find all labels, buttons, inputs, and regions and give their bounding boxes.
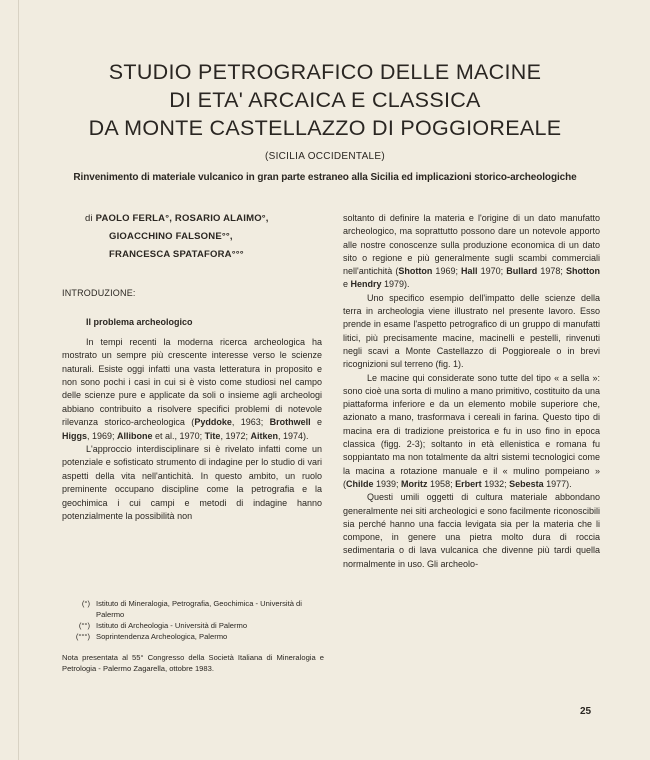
article-subtitle: Rinvenimento di materiale vulcanico in gran parte estraneo alla Sicilia ed implicazioni storico-archeologiche (73, 172, 577, 183)
citation-author: Hall (461, 266, 478, 277)
region-label: (SICILIA OCCIDENTALE) (264, 151, 386, 162)
title-line: STUDIO PETROGRAFICO DELLE MACINE (108, 60, 542, 84)
body-paragraph: Le macine qui considerate sono tutte del tipo « a sella »: sono cioè una sorta di mulino a mano primitivo, costituito da una piattaforma inferiore e da un elemento mobile superiore che, azionato a mano, trasformava i cereali in farina. Questo tipo di macina era di tradizione preistorica e fu in uso fino in epoca classica (figg. 2-3); soltanto in età ellenistica e romana fu soppiantato ma non totalmente da altri sistemi tecnologici come la macina a rotazione manuale e il « mulino pompeiano » (Childe 1939; Moritz 1958; Erbert 1932; Sebesta 1977). (343, 372, 600, 489)
citation-author: Brothwell (269, 417, 311, 428)
citation-author: Moritz (401, 478, 428, 489)
author-line: FRANCESCA SPATAFORA°°° (109, 249, 244, 260)
citation-author: Pyddoke (194, 417, 232, 428)
body-paragraph: Questi umili oggetti di cultura materiale abbondano generalmente nei siti archeologici e sono facilmente riconoscibili sia perché hanno una faccia levigata sia per la materia che li compone, in genere una pietra molto dura di roccia sedimentaria o di lava vulcanica che divenne più tardi quella normalmente in uso. Gli archeolo- (343, 492, 600, 569)
binding-edge-line (18, 0, 19, 760)
citation-author: Bullard (506, 266, 538, 277)
author-line: GIOACCHINO FALSONE°°, (109, 231, 233, 242)
body-paragraph: soltanto di definire la materia e l'origine di un dato manufatto archeologico, ma soprattutto possono dare un notevole apporto alle nostre conoscenze sulla produzione economica di un dato sito o regione e più generalmente sugli scambi commerciali nell'antichità (Shotton 1969; Hall 1970; Bullard 1978; Shotton e Hendry 1979). (343, 213, 600, 290)
title-line: DA MONTE CASTELLAZZO DI POGGIOREALE (88, 116, 562, 140)
citation-author: Aitken (250, 430, 278, 441)
citation-author: Hendry (350, 279, 382, 290)
citation-author: Allibone (117, 430, 153, 441)
citation-author: Shotton (565, 266, 600, 277)
footnotes (62, 598, 324, 642)
author-line: PAOLO FERLA°, ROSARIO ALAIMO°, (95, 213, 269, 224)
citation-author: Higgs (62, 430, 88, 441)
footnote: (°°) Istituto di Archeologia - Università di Palermo (78, 621, 248, 630)
body-paragraph: Uno specifico esempio dell'impatto delle scienze della terra in archeologia viene illustrato nel presente lavoro. Esso prende in esame l'aspetto petrografico di un gruppo di manufatti litici, più precisamente macine, macinelli e pestelli, rinvenuti negli scavi a Monte Castellazzo di Poggioreale o in brevi ricognizioni sul terreno (fig. 1). (343, 292, 600, 370)
page-number: 25 (580, 706, 592, 717)
citation-author: Childe (346, 478, 374, 489)
article-title (40, 58, 610, 142)
title-line: DI ETA' ARCAICA E CLASSICA (169, 88, 481, 112)
left-column (62, 287, 322, 524)
author-prefix: di (85, 213, 93, 224)
subsection-heading: Il problema archeologico (86, 317, 193, 328)
citation-author: Tite (204, 430, 221, 441)
citation-author: Erbert (455, 478, 482, 489)
citation-author: Shotton (398, 266, 433, 277)
presentation-note: Nota presentata al 55° Congresso della Società Italiana di Mineralogia e Petrologia - Palermo Zagarella, ottobre 1983. (62, 653, 324, 673)
author-list (85, 210, 315, 264)
body-paragraph: In tempi recenti la moderna ricerca archeologica ha mostrato un sempre più crescente interesse verso le scienze naturali. Esiste oggi infatti una vasta letteratura in proposito e non sono pochi i casi in cui si è visto come studiosi nel campo delle scienze pure e applicate da soli o insieme agli archeologi abbiano contribuito a risolvere specifici problemi di notevole rilevanza storico-archeologica (Pyddoke, 1963; Brothwell e Higgs, 1969; Allibone et al., 1970; Tite, 1972; Aitken, 1974). (62, 336, 323, 441)
footnote: (°) Istituto di Mineralogia, Petrografia, Geochimica - Università di Palermo (81, 599, 302, 619)
right-column (343, 212, 600, 571)
footnote: (°°°) Soprintendenza Archeologica, Palermo (75, 632, 228, 641)
section-heading: INTRODUZIONE: (62, 288, 136, 298)
body-paragraph: L'approccio interdisciplinare si è rivelato infatti come un potenziale e sofisticato strumento di indagine per lo studio di vari aspetti della vita nell'antichità. In questo ambito, un ruolo preminente occupano discipline come la petrografia e la geochimica i cui campi e metodi di indagine hanno potenzialmente la possibilità non (62, 444, 322, 522)
citation-author: Sebesta (509, 478, 544, 489)
